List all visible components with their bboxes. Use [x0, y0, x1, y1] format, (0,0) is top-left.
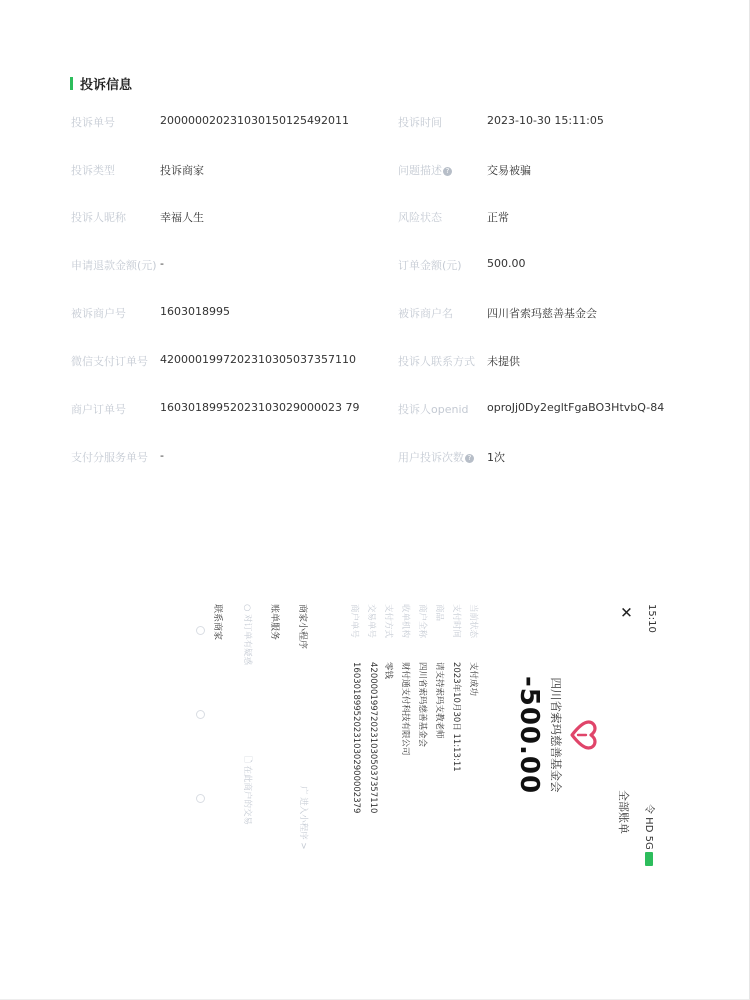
info-label: 被诉商户号: [71, 307, 126, 320]
contact-merchant-label: 联系商家: [212, 604, 222, 641]
mini-program-label: 商家小程序: [297, 604, 307, 650]
section-title: 投诉信息: [80, 77, 133, 93]
action-circle-icon[interactable]: [196, 794, 205, 803]
info-label: 投诉人昵称: [71, 211, 126, 224]
receipt-screen: [60, 590, 670, 880]
section-accent-bar: [70, 77, 73, 90]
detail-label: 支付方式: [383, 604, 393, 639]
question-icon[interactable]: ?: [443, 167, 452, 176]
heart-logo-icon: [568, 720, 598, 750]
info-value: 幸福人生: [160, 211, 204, 224]
detail-row: [378, 604, 395, 874]
detail-value: 财付通支付科技有限公司: [400, 662, 410, 756]
info-row: [0, 209, 750, 229]
info-label: 申请退款金额(元): [71, 259, 157, 272]
info-label: 订单金额(元): [398, 259, 462, 272]
info-label: 支付分服务单号: [71, 451, 148, 464]
detail-label: 商户全称: [417, 604, 427, 639]
detail-row: [463, 604, 480, 874]
detail-row: [361, 604, 378, 874]
detail-row: [446, 604, 463, 874]
info-label: 用户投诉次数: [398, 451, 464, 464]
info-row: [0, 114, 750, 134]
detail-label: 支付时间: [451, 604, 461, 639]
order-question-link[interactable]: ○ 对订单有疑惑: [242, 604, 252, 666]
info-value: 正常: [487, 211, 509, 224]
info-label: 微信支付订单号: [71, 355, 148, 368]
info-value: 交易被骗: [487, 164, 531, 177]
detail-label: 商品: [434, 604, 444, 622]
info-value: 2023-10-30 15:11:05: [487, 114, 604, 127]
info-value: -: [160, 257, 164, 270]
signal-icon: 令 HD 5G: [643, 804, 654, 850]
all-bills-link[interactable]: 全部账单: [617, 790, 630, 834]
info-row: [0, 353, 750, 373]
info-row: [0, 162, 750, 182]
detail-label: 收单机构: [400, 604, 410, 639]
status-indicators: [643, 804, 658, 866]
section-header: [70, 74, 132, 92]
amount: -500.00: [514, 675, 544, 795]
info-value: 1次: [487, 451, 505, 464]
detail-value: 支付成功: [468, 662, 478, 697]
detail-value: 1603018995202310302900002379: [351, 662, 361, 814]
merchant-name: 四川省索玛慈善基金会: [549, 677, 563, 793]
detail-value: 四川省索玛慈善基金会: [417, 662, 427, 748]
info-label: 投诉人联系方式: [398, 355, 475, 368]
close-icon[interactable]: ✕: [617, 606, 635, 619]
info-value: 200000020231030150125492011: [160, 114, 349, 127]
detail-value: 4200001997202310305037357110: [368, 662, 378, 814]
info-label: 投诉单号: [71, 116, 115, 129]
bill-service-label: 账单服务: [269, 604, 279, 641]
info-value: 4200001997202310305037357110: [160, 353, 356, 366]
payment-receipt-screenshot: [60, 590, 670, 880]
info-row: [0, 401, 750, 421]
detail-row: [395, 604, 412, 874]
detail-row: [412, 604, 429, 874]
detail-label: 当前状态: [468, 604, 478, 639]
info-label: 被诉商户名: [398, 307, 453, 320]
info-label: 风险状态: [398, 211, 442, 224]
info-label: 商户订单号: [71, 403, 126, 416]
info-value: 未提供: [487, 355, 520, 368]
detail-label: 交易单号: [366, 604, 376, 639]
status-time: 15:10: [646, 604, 657, 633]
info-value: 投诉商家: [160, 164, 204, 177]
battery-icon: [645, 852, 653, 866]
info-row: [0, 305, 750, 325]
transaction-details: [344, 604, 480, 874]
info-value: oproJj0Dy2egltFgaBO3HtvbQ-84: [487, 401, 665, 414]
detail-row: [344, 604, 361, 874]
detail-label: 商户单号: [349, 604, 359, 639]
info-row: [0, 257, 750, 277]
action-circle-icon[interactable]: [196, 626, 205, 635]
info-label: 投诉人openid: [398, 403, 469, 416]
info-value: 16030189952023103029000023 79: [160, 401, 360, 414]
info-value: 500.00: [487, 257, 526, 270]
merchant-transactions-link[interactable]: 🗋 在此商户的交易: [242, 756, 252, 826]
mini-program-link[interactable]: 广 进入小程序 >: [298, 786, 308, 850]
detail-value: 请支持索玛支教老师: [434, 662, 444, 739]
detail-row: [429, 604, 446, 874]
action-circle-icon[interactable]: [196, 710, 205, 719]
info-label: 投诉时间: [398, 116, 442, 129]
info-row: [0, 449, 750, 469]
info-value: 1603018995: [160, 305, 230, 318]
question-icon[interactable]: ?: [465, 454, 474, 463]
info-value: -: [160, 449, 164, 462]
info-label-with-help: [398, 449, 474, 465]
info-label: 投诉类型: [71, 164, 115, 177]
info-label-with-help: [398, 162, 452, 178]
detail-value: 2023年10月30日 11:13:11: [451, 662, 461, 772]
info-label: 问题描述: [398, 164, 442, 177]
detail-value: 零钱: [383, 662, 393, 680]
info-value: 四川省索玛慈善基金会: [487, 307, 597, 320]
